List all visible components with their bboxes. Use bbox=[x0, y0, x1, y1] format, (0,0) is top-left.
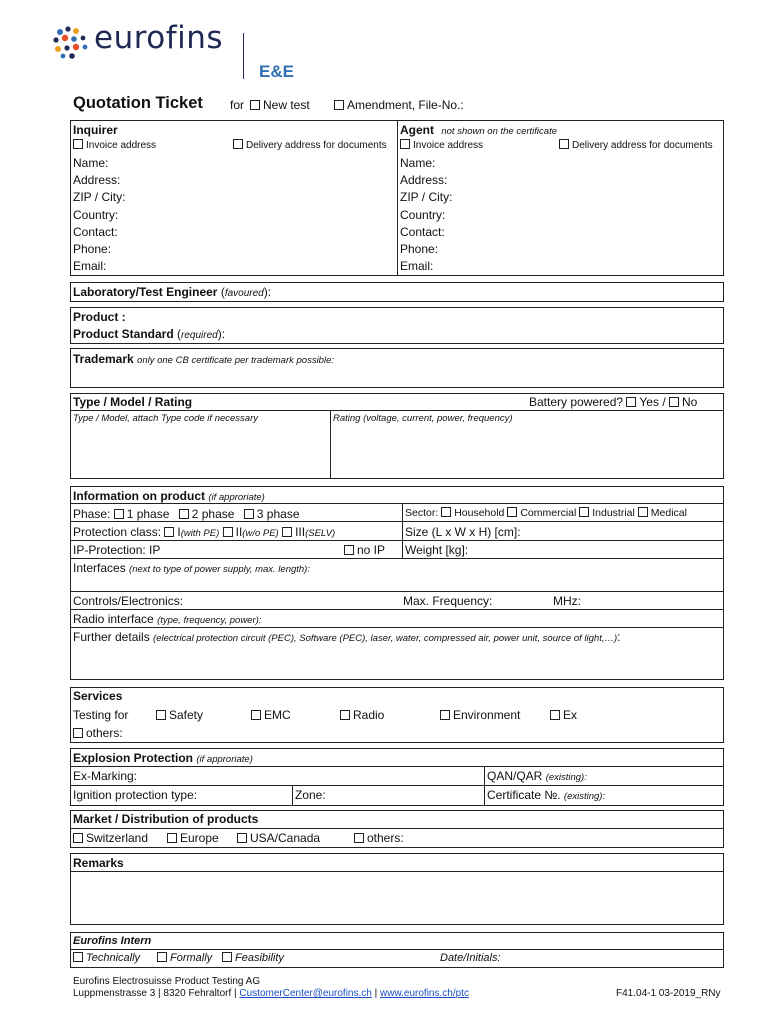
emc-checkbox[interactable]: EMC bbox=[251, 708, 291, 722]
sector-row: Sector: Household Commercial Industrial Medical bbox=[405, 507, 687, 519]
technically-checkbox[interactable]: Technically bbox=[73, 952, 140, 964]
checkbox-icon bbox=[550, 710, 560, 720]
eurofins-logo bbox=[52, 20, 242, 64]
market-heading: Market / Distribution of products bbox=[73, 812, 259, 826]
inquirer-email-field[interactable]: Email: bbox=[73, 259, 107, 274]
testing-for-label: Testing for bbox=[73, 708, 129, 722]
safety-checkbox[interactable]: Safety bbox=[156, 708, 203, 722]
agent-zip-field[interactable]: ZIP / City: bbox=[400, 190, 453, 205]
battery-no-checkbox[interactable]: No bbox=[669, 395, 697, 409]
checkbox-icon bbox=[222, 952, 232, 962]
checkbox-icon bbox=[164, 527, 174, 537]
zone-field[interactable]: Zone: bbox=[295, 788, 326, 802]
rating-field[interactable]: Rating (voltage, current, power, frequency) bbox=[333, 413, 513, 424]
intern-heading: Eurofins Intern bbox=[73, 935, 152, 947]
services-others-checkbox[interactable]: others: bbox=[73, 726, 123, 740]
checkbox-icon bbox=[441, 507, 451, 517]
household-checkbox[interactable]: Household bbox=[441, 507, 504, 519]
checkbox-icon bbox=[156, 710, 166, 720]
qan-qar-field[interactable]: QAN/QAR (existing): bbox=[487, 769, 587, 783]
eurofins-dots-icon bbox=[52, 26, 92, 60]
battery-yes-checkbox[interactable]: Yes / bbox=[626, 395, 665, 409]
checkbox-icon bbox=[579, 507, 589, 517]
protection-row: Protection class: I(with PE) II(w/o PE) III(SELV) bbox=[73, 525, 336, 539]
footer-web-link[interactable]: www.eurofins.ch/ptc bbox=[380, 988, 469, 999]
size-field[interactable]: Size (L x W x H) [cm]: bbox=[405, 525, 521, 539]
date-initials-field[interactable]: Date/Initials: bbox=[440, 952, 501, 964]
class2-checkbox[interactable]: II(w/o PE) bbox=[223, 525, 279, 539]
agent-address-field[interactable]: Address: bbox=[400, 173, 448, 188]
checkbox-icon bbox=[340, 710, 350, 720]
weight-field[interactable]: Weight [kg]: bbox=[405, 543, 469, 557]
checkbox-icon bbox=[334, 100, 344, 110]
inquirer-invoice-checkbox[interactable]: Invoice address bbox=[73, 139, 156, 151]
market-others-checkbox[interactable]: others: bbox=[354, 831, 404, 845]
product-standard-label: Product Standard (required): bbox=[73, 327, 226, 341]
controls-field[interactable]: Controls/Electronics: bbox=[73, 594, 184, 608]
agent-phone-field[interactable]: Phone: bbox=[400, 242, 439, 257]
trademark-label: Trademark only one CB certificate per trademark possible: bbox=[73, 352, 335, 366]
agent-fields bbox=[400, 155, 452, 275]
agent-note: not shown on the certificate bbox=[441, 126, 557, 137]
class1-checkbox[interactable]: I(with PE) bbox=[164, 525, 219, 539]
checkbox-icon bbox=[233, 139, 243, 149]
checkbox-icon bbox=[114, 509, 124, 519]
commercial-checkbox[interactable]: Commercial bbox=[507, 507, 576, 519]
product-label: Product : bbox=[73, 310, 126, 324]
inquirer-zip-field[interactable]: ZIP / City: bbox=[73, 190, 126, 205]
checkbox-icon bbox=[626, 397, 636, 407]
checkbox-icon bbox=[559, 139, 569, 149]
agent-name-field[interactable]: Name: bbox=[400, 156, 436, 170]
checkbox-icon bbox=[244, 509, 254, 519]
interfaces-field[interactable]: Interfaces (next to type of power supply, max. length): bbox=[73, 561, 310, 575]
radio-checkbox[interactable]: Radio bbox=[340, 708, 384, 722]
industrial-checkbox[interactable]: Industrial bbox=[579, 507, 635, 519]
amendment-checkbox[interactable]: Amendment, File-No.: bbox=[334, 98, 464, 112]
footer-email-link[interactable]: CustomerCenter@eurofins.ch bbox=[239, 988, 372, 999]
title-for-label: for bbox=[230, 98, 245, 112]
phase3-checkbox[interactable]: 3 phase bbox=[244, 507, 300, 521]
phase1-checkbox[interactable]: 1 phase bbox=[114, 507, 170, 521]
division-label: E&E bbox=[259, 62, 294, 81]
remarks-section[interactable] bbox=[70, 853, 724, 925]
agent-contact-field[interactable]: Contact: bbox=[400, 224, 445, 239]
remarks-heading: Remarks bbox=[73, 856, 124, 870]
checkbox-icon bbox=[354, 833, 364, 843]
checkbox-icon bbox=[507, 507, 517, 517]
class3-checkbox[interactable]: III(SELV) bbox=[282, 525, 335, 539]
checkbox-icon bbox=[237, 833, 247, 843]
certificate-no-field[interactable]: Certificate №. (existing): bbox=[487, 788, 606, 802]
inquirer-fields bbox=[73, 155, 125, 275]
checkbox-icon bbox=[250, 100, 260, 110]
new-test-checkbox[interactable]: New test bbox=[250, 98, 310, 112]
agent-heading: Agent not shown on the certificate bbox=[400, 123, 557, 137]
checkbox-icon bbox=[73, 139, 83, 149]
medical-checkbox[interactable]: Medical bbox=[638, 507, 687, 519]
inquirer-address-field[interactable]: Address: bbox=[73, 173, 121, 188]
agent-invoice-checkbox[interactable]: Invoice address bbox=[400, 139, 483, 151]
agent-email-field[interactable]: Email: bbox=[400, 259, 434, 274]
inquirer-heading: Inquirer bbox=[73, 123, 118, 137]
switzerland-checkbox[interactable]: Switzerland bbox=[73, 831, 148, 845]
agent-country-field[interactable]: Country: bbox=[400, 207, 446, 222]
battery-question: Battery powered? Yes / No bbox=[529, 395, 698, 409]
inquirer-name-field[interactable]: Name: bbox=[73, 156, 109, 170]
checkbox-icon bbox=[167, 833, 177, 843]
checkbox-icon bbox=[669, 397, 679, 407]
checkbox-icon bbox=[157, 952, 167, 962]
footer-address-line: Luppmenstrasse 3 | 8320 Fehraltorf | CustomerCenter@eurofins.ch | www.eurofins.ch/ptc bbox=[73, 988, 469, 999]
ip-protection-field[interactable]: IP-Protection: IP bbox=[73, 543, 161, 557]
inquirer-delivery-checkbox[interactable]: Delivery address for documents bbox=[233, 139, 387, 151]
inquirer-country-field[interactable]: Country: bbox=[73, 207, 119, 222]
checkbox-icon bbox=[179, 509, 189, 519]
lab-engineer-label: Laboratory/Test Engineer (favoured): bbox=[73, 285, 272, 299]
further-details-field[interactable]: Further details (electrical protection circuit (PEC), Software (PEC), laser, water, compressed air, power unit, source of light,…): bbox=[73, 630, 621, 644]
checkbox-icon bbox=[73, 728, 83, 738]
document-reference: F41.04-1 03-2019_RNy bbox=[616, 988, 721, 999]
product-info-heading: Information on product (if approriate) bbox=[73, 489, 265, 503]
formally-checkbox[interactable]: Formally bbox=[157, 952, 212, 964]
usa-canada-checkbox[interactable]: USA/Canada bbox=[237, 831, 320, 845]
brand-name: eurofins bbox=[94, 20, 224, 56]
explosion-heading: Explosion Protection (if approriate) bbox=[73, 751, 253, 765]
max-frequency-field[interactable]: Max. Frequency: bbox=[403, 594, 493, 608]
checkbox-icon bbox=[223, 527, 233, 537]
feasibility-checkbox[interactable]: Feasibility bbox=[222, 952, 284, 964]
environment-checkbox[interactable]: Environment bbox=[440, 708, 520, 722]
checkbox-icon bbox=[251, 710, 261, 720]
type-model-field[interactable]: Type / Model, attach Type code if necessary bbox=[73, 413, 258, 424]
radio-interface-field[interactable]: Radio interface (type, frequency, power): bbox=[73, 612, 262, 626]
no-ip-checkbox[interactable]: no IP bbox=[344, 543, 385, 557]
page-title: Quotation Ticket bbox=[73, 94, 203, 112]
checkbox-icon bbox=[282, 527, 292, 537]
agent-delivery-checkbox[interactable]: Delivery address for documents bbox=[559, 139, 713, 151]
ex-marking-field[interactable]: Ex-Marking: bbox=[73, 769, 138, 783]
europe-checkbox[interactable]: Europe bbox=[167, 831, 219, 845]
checkbox-icon bbox=[400, 139, 410, 149]
ignition-type-field[interactable]: Ignition protection type: bbox=[73, 788, 198, 802]
ex-checkbox[interactable]: Ex bbox=[550, 708, 577, 722]
type-model-heading: Type / Model / Rating bbox=[73, 395, 193, 409]
phase2-checkbox[interactable]: 2 phase bbox=[179, 507, 235, 521]
services-heading: Services bbox=[73, 689, 123, 703]
checkbox-icon bbox=[440, 710, 450, 720]
phase-row: Phase: 1 phase 2 phase 3 phase bbox=[73, 507, 300, 521]
checkbox-icon bbox=[344, 545, 354, 555]
inquirer-contact-field[interactable]: Contact: bbox=[73, 224, 118, 239]
logo-divider bbox=[243, 33, 244, 79]
checkbox-icon bbox=[73, 952, 83, 962]
inquirer-phone-field[interactable]: Phone: bbox=[73, 242, 112, 257]
checkbox-icon bbox=[638, 507, 648, 517]
checkbox-icon bbox=[73, 833, 83, 843]
footer-company: Eurofins Electrosuisse Product Testing AG bbox=[73, 976, 261, 987]
mhz-label: MHz: bbox=[553, 594, 581, 608]
